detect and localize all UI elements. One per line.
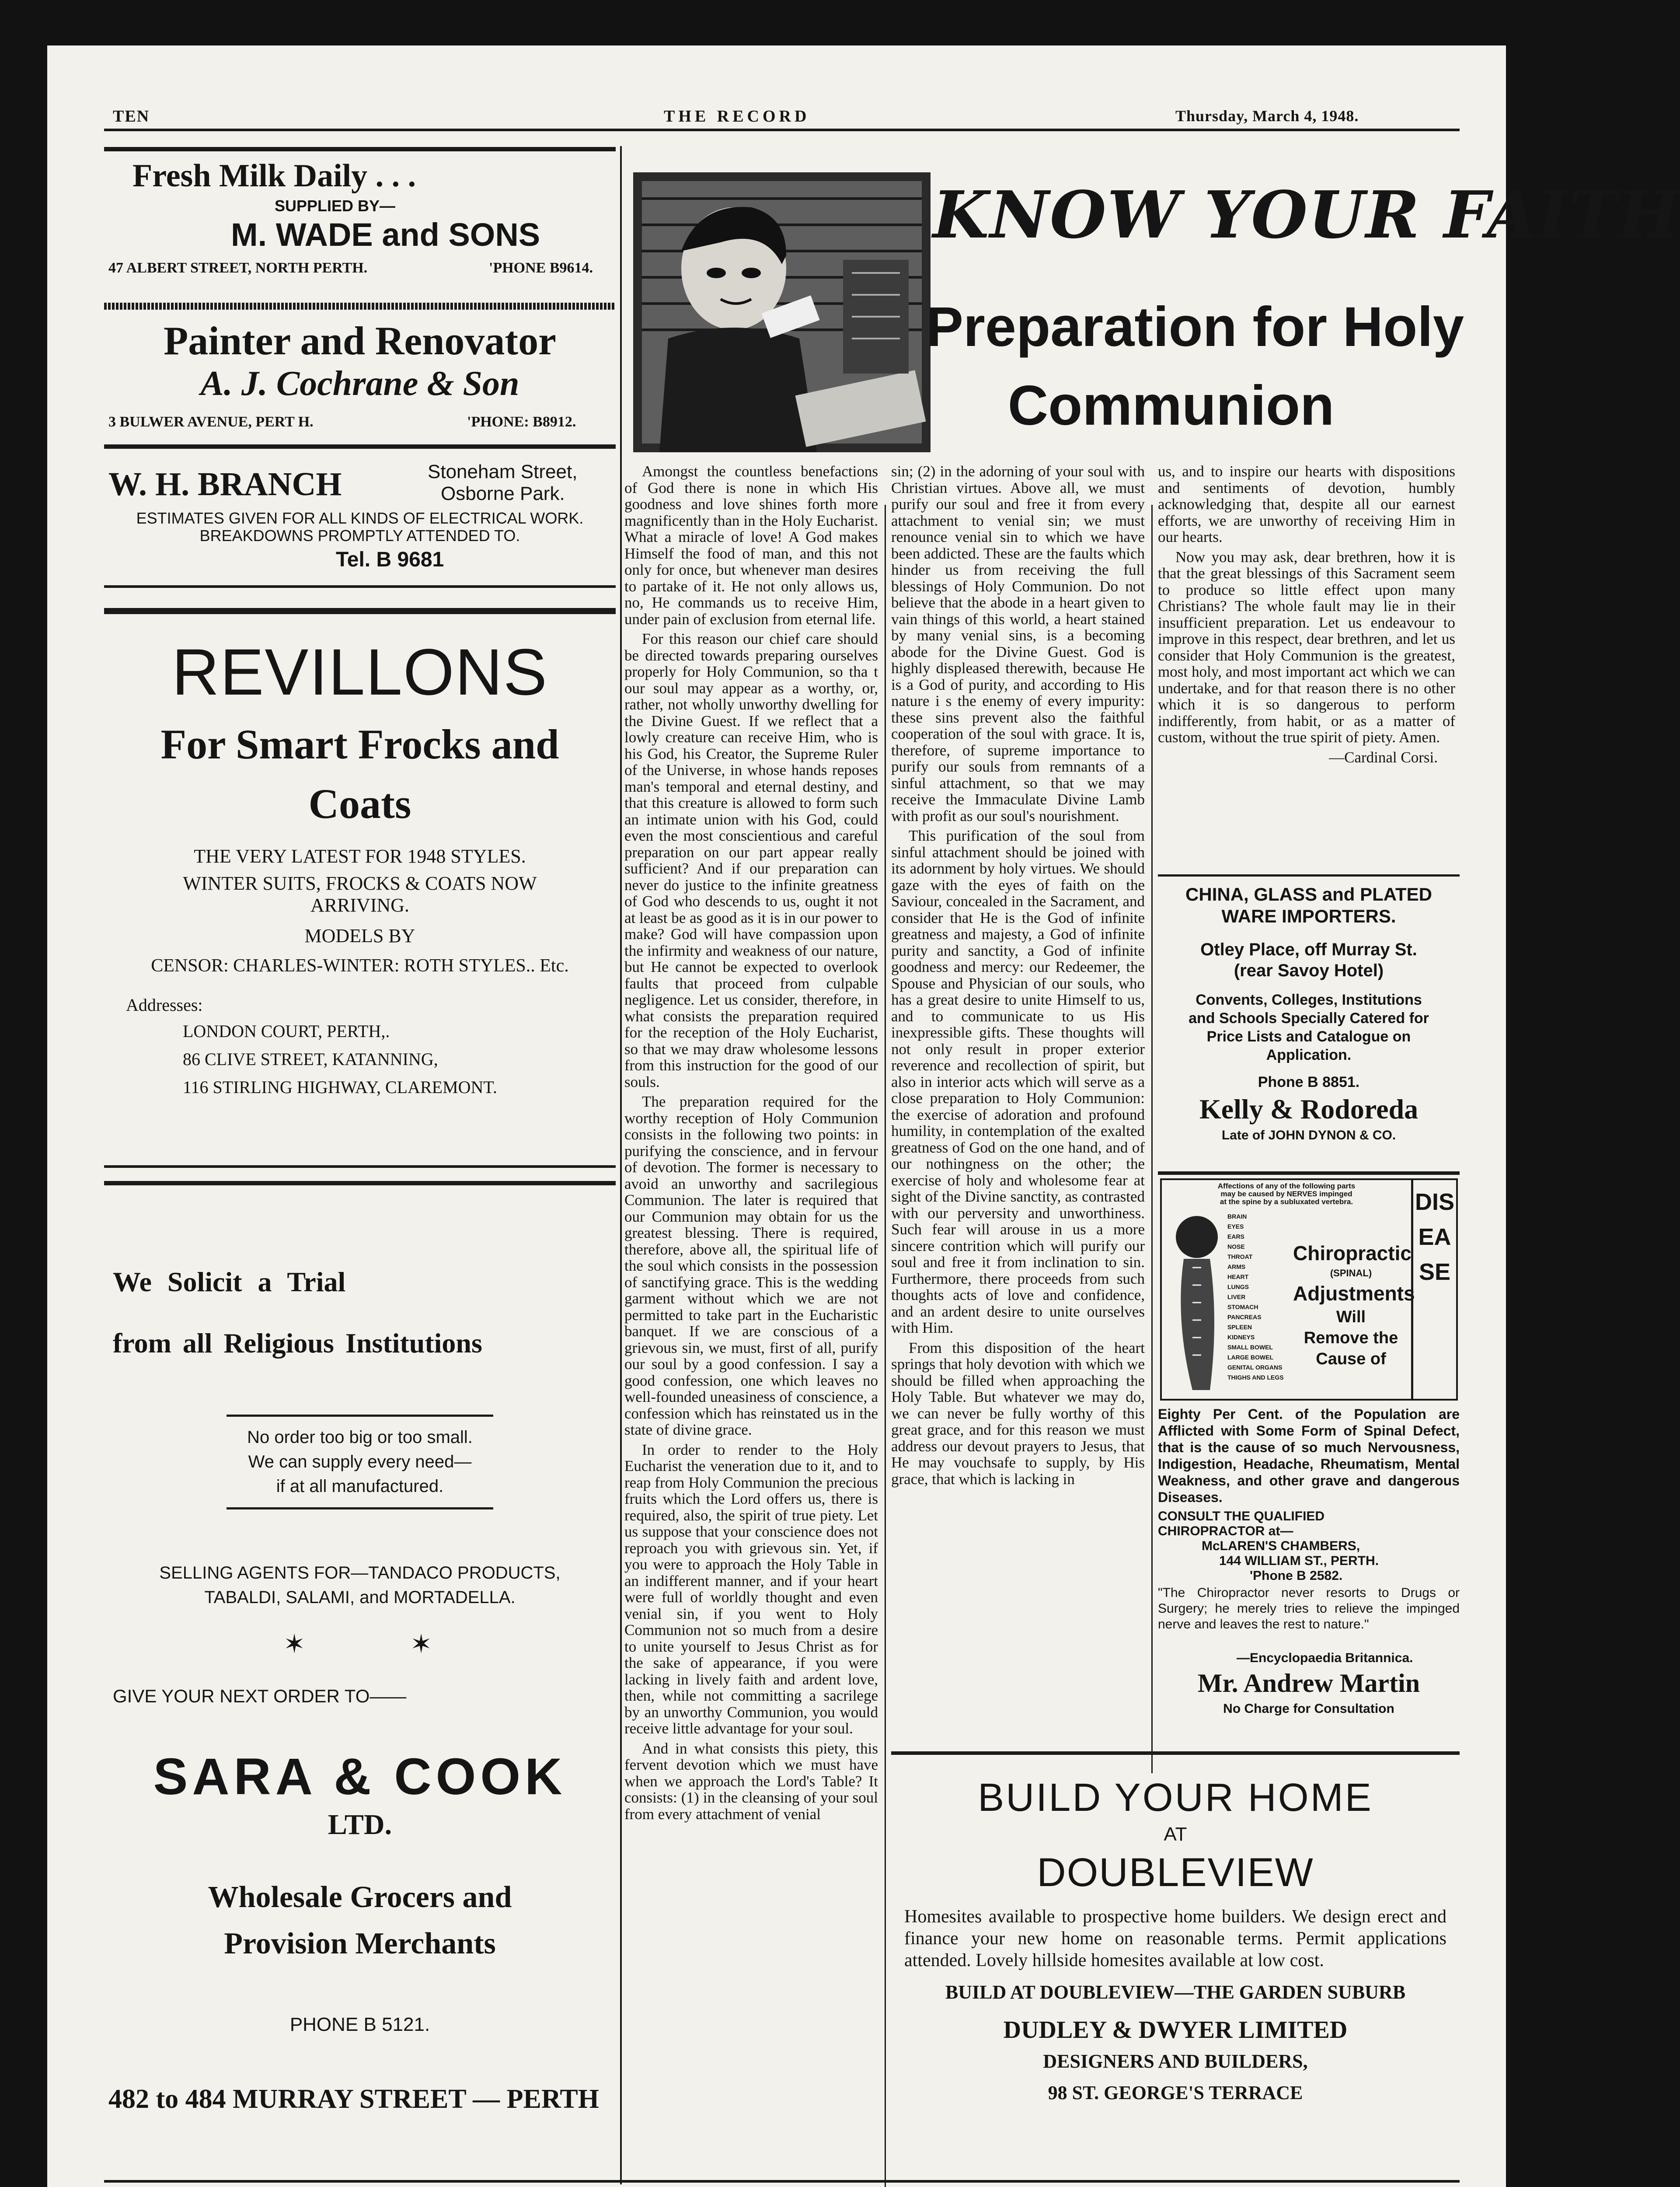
column-divider (620, 146, 622, 2184)
chiro-part: SPLEEN (1227, 1324, 1252, 1331)
china-late: Late of JOHN DYNON & CO. (1221, 1128, 1396, 1142)
chiro-quote: "The Chiropractor never resorts to Drugs or Surgery; he merely tries to relieve the impinged nerve and leaves the rest to nature." (1158, 1586, 1460, 1632)
article-paragraph: us, and to inspire our hearts with dispositions and sentiments of devotion, humbly acknowledging that, despite all our earnest efforts, we are unworthy of receiving Him in our hearts. (1158, 463, 1455, 545)
chiropractic-ad (1158, 1178, 1460, 1743)
article-paragraph: And in what consists this piety, this fervent devotion which we must have when we approach the Lord's Table? It consists: (1) in the cleansing of your soul from every attachment of venial (624, 1740, 878, 1823)
revillons-line-3: ARRIVING. (310, 894, 410, 916)
column-divider (885, 505, 886, 2187)
article-paragraph: sin; (2) in the adorning of your soul with Christian virtues. Above all, we must purify our soul and free it from every attachment to venial sin; we must renounce venial sin to which we have been addicted. These are the faults which hinder us from receiving the full blessings of Holy Communion. Do not believe that the abode in a heart given to vain things of this world, a heart stained by many venial sins, is a becoming abode for the Divine Guest. God is highly displeased therewith, because He is a God of purity, and according to His nature i s the enemy of every impurity: these sins prevent also the faithful cooperation of the soul with grace. It is, therefore, of supreme importance to purify our souls from remnants of a sinful attachment, so that we may receive the Immaculate Divine Lamb with profit as our soul's nourishment. (891, 463, 1145, 824)
sara-address: 482 to 484 MURRAY STREET — PERTH (108, 2084, 599, 2114)
build-slogan: BUILD AT DOUBLEVIEW—THE GARDEN SUBURB (945, 1981, 1406, 2003)
disease-box (1412, 1178, 1458, 1401)
chiro-quote-source: —Encyclopaedia Britannica. (1237, 1651, 1413, 1665)
china-line-6: and Schools Specially Catered for (1189, 1010, 1429, 1027)
chiro-part: THROAT (1227, 1253, 1253, 1260)
revillons-addr-label: Addresses: (126, 995, 203, 1015)
ad-rule (104, 147, 616, 151)
chiro-paragraph: Eighty Per Cent. of the Population are Afflicted with Some Form of Spinal Defect, that is the cause of so much Nervousness, Indigestion, Headache, Rheumatism, Mental Weakness, and other grave and dangerous Diseases. (1158, 1406, 1460, 1505)
build-body: Homesites available to prospective home builders. We design erect and finance your new home on reasonable terms. Permit applications attended. Lovely hillside homesites available at low cost. (904, 1907, 1446, 1970)
revillons-line-5: CENSOR: CHARLES-WINTER: ROTH STYLES.. Etc. (151, 956, 569, 976)
article-paragraph: In order to render to the Holy Eucharist the veneration due to it, and to reap from Holy Communion the precious fruits which the Lord offers us, there is required, also, the spirit of true piety. Let us suppose that your conscience does not reproach you with grievous sin. Yet, if you were to approach the Holy Table in an indifferent manner, and if your heart were full of worldly thought and even venial sin, if you went to Holy Communion not so much from a desire to unite yourself to Jesus Christ as for the sake of appearance, if you were lacking in lively faith and ardent love, then, while not committing a sacrilege by an unworthy Communion, you would receive little advantage for your soul. (624, 1441, 878, 1737)
revillons-addr-1: LONDON COURT, PERTH,. (183, 1021, 390, 1041)
china-phone: Phone B 8851. (1258, 1074, 1360, 1090)
sara-trial-1: We Solicit a Trial (113, 1266, 346, 1297)
disease-vertical-text: DISEASE (1415, 1189, 1455, 1285)
branch-suburb: Osborne Park. (441, 483, 565, 504)
chiro-consult-1: CONSULT THE QUALIFIED (1158, 1509, 1325, 1523)
chiro-part: PANCREAS (1227, 1314, 1262, 1321)
sara-box-3: if at all manufactured. (276, 1477, 444, 1496)
newspaper-page (47, 45, 1680, 2187)
chiro-part: LUNGS (1227, 1283, 1249, 1290)
sara-phone: PHONE B 5121. (289, 2014, 430, 2035)
article-paragraph: This purification of the soul from sinful attachment should be joined with its adornment by holy virtues. We should gaze with the eyes of faith on the Saviour, concealed in the Sacrament, and consider that He is the God of infinite greatness and majesty, a God of infinite purity and sanctity, a God of infinite goodness and mercy: our Redeemer, the Spouse and Physician of our souls, who has a great desire to unite Himself to us, and to communicate to us His inexpressible gifts. These thoughts will not only result in proper exterior reverence and recollection of spirit, but also in interior acts which will serve as a close preparation to Holy Communion: the exercise of adoration and profound humility, in contemplation of the exalted greatness of God on the one hand, and of our nothingness on the other; the exercise of holy and wholesome fear at sight of the Divine sanctity, as contrasted with our perversity and unworthiness. Such fear will arouse in us a more sincere contrition which will purify our soul and free it from inclination to sin. Furthermore, there proceeds from such thoughts acts of love and confidence, and an ardent desire to unite ourselves with Him. (891, 827, 1145, 1336)
footer-rule (104, 2180, 1460, 2183)
build-line-2: AT (1164, 1824, 1187, 1845)
chiro-consult-5: 'Phone B 2582. (1250, 1569, 1343, 1583)
sara-give: GIVE YOUR NEXT ORDER TO—— (113, 1686, 407, 1706)
revillons-addr-3: 116 STIRLING HIGHWAY, CLAREMONT. (183, 1077, 497, 1097)
painter-phone: 'PHONE: B8912. (467, 414, 576, 430)
spine-figure-icon (1166, 1211, 1227, 1394)
chiro-consult-2: CHIROPRACTOR at— (1158, 1524, 1293, 1538)
branch-ad (104, 452, 616, 583)
chiro-head-2: (SPINAL) (1330, 1268, 1372, 1279)
milk-supplied: SUPPLIED BY— (275, 197, 396, 215)
milk-ad (104, 155, 616, 286)
ad-rule (104, 1165, 616, 1168)
chiro-part: GENITAL ORGANS (1227, 1364, 1283, 1371)
painter-name: A. J. Cochrane & Son (200, 364, 519, 403)
ad-rule (104, 585, 616, 588)
ad-rule (1158, 874, 1460, 877)
chiro-name: Mr. Andrew Martin (1197, 1669, 1420, 1698)
star-icon: ✶ (410, 1630, 432, 1659)
chiro-no-charge: No Charge for Consultation (1223, 1701, 1394, 1716)
article-paragraph: Now you may ask, dear brethren, how it is that the great blessings of this Sacrament seem to produce so little effect upon many Christians? The whole fault may lie in their insufficient preparation. Let us endeavour to improve in this respect, dear brethren, and let us consider that Holy Communion is the greatest, most holy, and most important act which we can undertake, and for that reason there is no other which it is so dangerous to perform indifferently, from habit, or as a matter of custom, without the true spirit of piety. Amen. (1158, 548, 1455, 746)
article-paragraph: Amongst the countless benefactions of God there is none in which His goodness and love shines forth more magnificently than in the Holy Eucharist. What a miracle of love! A God makes Himself the food of man, and this not only for once, but whenever man desires to partake of it. He not only allows us, no, He commands us to receive Him, under pain of exclusion from eternal life. (624, 463, 878, 628)
china-line-3: Otley Place, off Murray St. (1200, 940, 1417, 959)
ad-rule (104, 303, 616, 310)
chiro-part: LIVER (1227, 1293, 1246, 1300)
header-rule (104, 129, 1460, 131)
article-title-1: Preparation for Holy (926, 296, 1464, 358)
doubleview-ad (891, 1758, 1460, 2178)
sara-trial-2: from all Religious Institutions (113, 1328, 482, 1359)
chiro-part: BRAIN (1227, 1213, 1247, 1220)
paper-name: THE RECORD (664, 107, 810, 126)
article-kicker: KNOW YOUR FAITH (933, 177, 1680, 253)
milk-phone: 'PHONE B9614. (489, 260, 593, 276)
article-paragraph: From this disposition of the heart springs that holy devotion with which we should be filled when approaching the Holy Table. But whatever we may do, we can never be fully worthy of this great grace, and for this reason we must address our devout prayers to Jesus, that He may vouchsafe to supply, by His grace, that which is lacking in (891, 1339, 1145, 1488)
painter-address: 3 BULWER AVENUE, PERT H. (108, 414, 314, 430)
build-firm: DUDLEY & DWYER LIMITED (1003, 2016, 1348, 2044)
build-line-3: DOUBLEVIEW (1037, 1850, 1314, 1895)
ad-rule (104, 1181, 616, 1185)
china-line-4: (rear Savoy Hotel) (1234, 961, 1384, 980)
chiro-head-3: Adjustments (1293, 1282, 1415, 1305)
painter-title: Painter and Renovator (164, 318, 556, 363)
sara-ltd: LTD. (328, 1809, 392, 1841)
milk-name: M. WADE and SONS (231, 217, 540, 253)
chiro-parts-list (1227, 1212, 1284, 1383)
chiro-part: THIGHS AND LEGS (1227, 1374, 1284, 1381)
star-icon: ✶ (283, 1630, 306, 1659)
reading-priest-illustration (633, 172, 931, 452)
build-line-1: BUILD YOUR HOME (978, 1776, 1373, 1820)
chiro-consult-3: McLAREN'S CHAMBERS, (1202, 1539, 1360, 1553)
revillons-tagline-2: Coats (308, 780, 411, 827)
sara-agents-2: TABALDI, SALAMI, and MORTADELLA. (204, 1588, 516, 1607)
ad-rule (104, 608, 616, 614)
milk-headline: Fresh Milk Daily . . . (132, 158, 416, 194)
sara-desc-1: Wholesale Grocers and (208, 1880, 512, 1914)
article-illustration (633, 172, 931, 452)
chiro-part: EYES (1227, 1223, 1244, 1230)
chiro-head-1: Chiropractic (1293, 1242, 1412, 1265)
chiro-part: KIDNEYS (1227, 1334, 1255, 1341)
article-column-1 (624, 463, 878, 2187)
build-firm-2: DESIGNERS AND BUILDERS, (1043, 2051, 1308, 2072)
sara-desc-2: Provision Merchants (224, 1927, 496, 1960)
china-line-7: Price Lists and Catalogue on (1206, 1028, 1411, 1045)
chiro-head-6: Cause of (1316, 1350, 1386, 1368)
china-line-8: Application. (1266, 1047, 1352, 1063)
ad-rule (104, 444, 616, 449)
issue-date: Thursday, March 4, 1948. (1175, 107, 1359, 125)
chiro-head-4: Will (1336, 1308, 1366, 1326)
china-name: Kelly & Rodoreda (1199, 1094, 1419, 1125)
chiro-part: LARGE BOWEL (1227, 1354, 1273, 1361)
milk-address: 47 ALBERT STREET, NORTH PERTH. (108, 260, 368, 276)
branch-street: Stoneham Street, (428, 461, 578, 482)
chiro-part: ARMS (1227, 1263, 1246, 1270)
ad-rule (1158, 1171, 1460, 1175)
chiro-part: SMALL BOWEL (1227, 1344, 1273, 1351)
sara-name: SARA & COOK (153, 1748, 567, 1806)
article-column-3 (1158, 463, 1455, 901)
chiro-part: EARS (1227, 1233, 1244, 1240)
chiro-part: STOMACH (1227, 1303, 1258, 1310)
chiro-figure-box (1160, 1178, 1413, 1401)
build-address: 98 ST. GEORGE'S TERRACE (1048, 2082, 1303, 2103)
chiro-consult-4: 144 WILLIAM ST., PERTH. (1219, 1554, 1379, 1568)
article-column-2 (891, 463, 1145, 1775)
sara-agents-1: SELLING AGENTS FOR—TANDACO PRODUCTS, (159, 1563, 561, 1583)
sara-box-1: No order too big or too small. (247, 1428, 473, 1447)
revillons-line-2: WINTER SUITS, FROCKS & COATS NOW (183, 873, 537, 894)
revillons-addr-2: 86 CLIVE STREET, KATANNING, (183, 1049, 438, 1069)
branch-tel: Tel. B 9681 (336, 548, 444, 571)
revillons-ad (104, 618, 616, 1139)
chiro-part: NOSE (1227, 1243, 1245, 1250)
chiro-caption-3: at the spine by a subluxated vertebra. (1220, 1198, 1353, 1206)
ad-rule (227, 1415, 493, 1417)
chiro-caption-1: Affections of any of the following parts (1217, 1182, 1356, 1190)
painter-ad (104, 312, 616, 444)
chiro-caption-2: may be caused by NERVES impinged (1220, 1190, 1352, 1198)
revillons-name: REVILLONS (172, 635, 548, 709)
china-line-5: Convents, Colleges, Institutions (1196, 992, 1422, 1008)
page-label: TEN (113, 107, 150, 126)
sara-cook-ad (104, 1191, 616, 2187)
ad-rule (891, 1751, 1460, 1755)
branch-name: W. H. BRANCH (108, 466, 342, 503)
article-signature: —Cardinal Corsi. (1329, 748, 1438, 766)
article-paragraph: The preparation required for the worthy reception of Holy Communion consists in the following two points: in purifying the conscience, and in fervour of devotion. The former is necessary to avoid an unworthy and sacrilegious Communion. The later is required that our Communion may obtain for us the greatest blessing. There is required, therefore, above all, the spiritual life of the soul which consists in the possession of sanctifying grace. This is the wedding garment without which we are not permitted to take part in the Eucharistic banquet. If we are conscious of a grievous sin, we must, first of all, purify our soul by a good confession. I say a good confession, one which leaves no well-founded uneasiness of conscience, a confession which has reinstated us in the state of divine grace. (624, 1093, 878, 1438)
chiro-part: HEART (1227, 1273, 1249, 1280)
revillons-line-1: THE VERY LATEST FOR 1948 STYLES. (194, 845, 526, 867)
branch-breakdowns: BREAKDOWNS PROMPTLY ATTENDED TO. (199, 527, 520, 545)
sara-box-2: We can supply every need— (248, 1452, 472, 1471)
china-glass-ad (1158, 879, 1460, 1194)
article-title-2: Communion (1007, 374, 1335, 437)
article-paragraph: For this reason our chief care should be directed towards preparing ourselves properly for Holy Communion, so tha t our soul may appear as a worthy, or, rather, not wholly unworthy dwelling for the Divine Guest. If we reflect that a lowly creature can receive Him, who is his God, his Creator, the Supreme Ruler of the Universe, in whose hands reposes man's temporal and eternal destiny, and that this creature is allowed to form such an intimate union with his God, could even the most conscientious and careful preparation on our part appear really sufficient? And if our preparation can never do justice to the infinite greatness of God who descends to us, ought it not at least be as good as it is in our power to make? God will have compassion upon the infirmity and weakness of our nature, but He cannot be expected to overlook faults that proceed from culpable negligence. Let us consider, therefore, in what consists the preparation required for the reception of the Holy Eucharist, so that we may draw wholesome lessons from this instruction for the good of our souls. (624, 630, 878, 1090)
ad-rule (227, 1507, 493, 1509)
chiro-head-5: Remove the (1304, 1329, 1398, 1347)
branch-estimates: ESTIMATES GIVEN FOR ALL KINDS OF ELECTRICAL WORK. (136, 509, 584, 527)
china-line-1: CHINA, GLASS and PLATED (1185, 884, 1432, 905)
column-divider (1151, 505, 1153, 1773)
revillons-tagline-1: For Smart Frocks and (160, 721, 559, 768)
revillons-line-4: MODELS BY (304, 925, 415, 947)
china-line-2: WARE IMPORTERS. (1221, 906, 1396, 926)
